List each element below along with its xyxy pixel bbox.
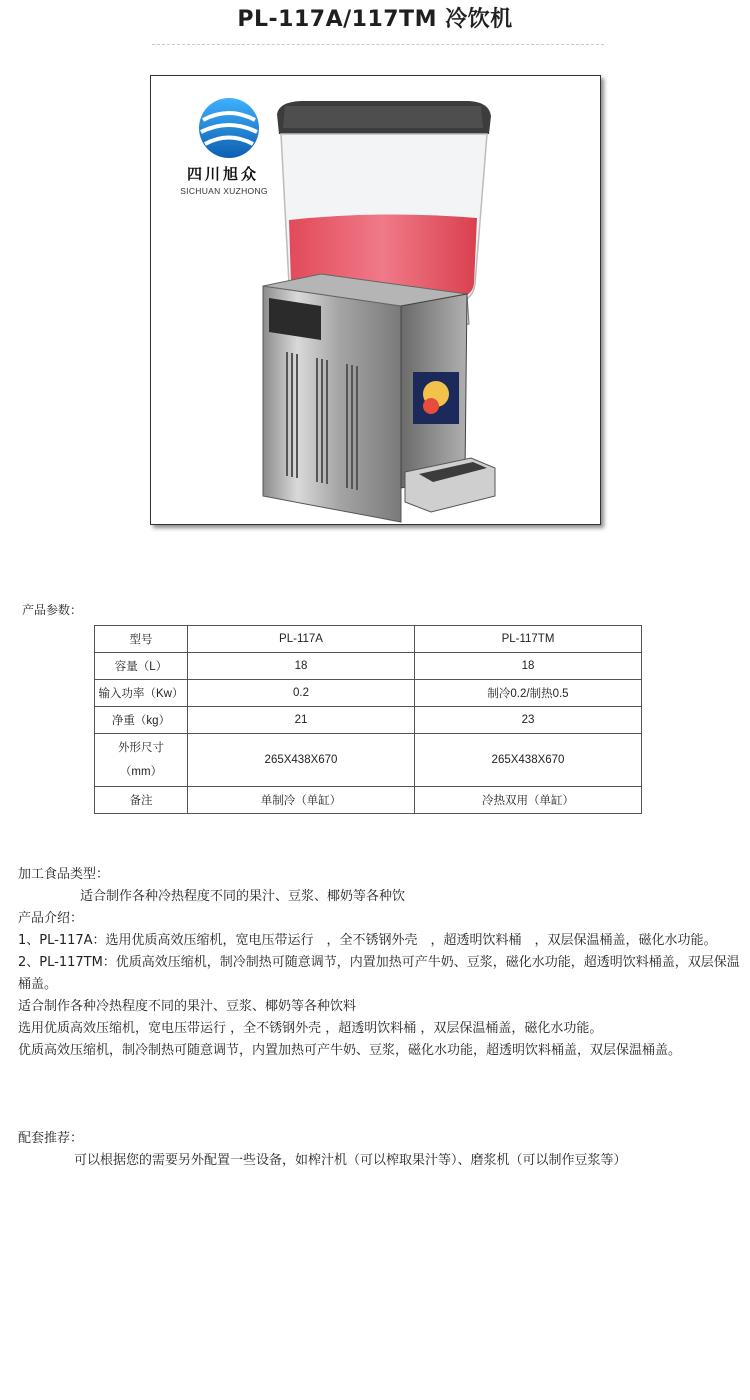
spec-cell: 18 <box>188 653 415 680</box>
spec-table <box>94 625 642 814</box>
intro-item-1: 1、PL-117A：选用优质高效压缩机，宽电压带运行 ，全不锈钢外壳 ，超透明饮料桶 ，双层保温桶盖，磁化水功能。 <box>18 933 717 948</box>
spec-cell: 0.2 <box>188 680 415 707</box>
params-label: 产品参数： <box>22 603 83 617</box>
product-photo <box>150 75 601 525</box>
spec-cell: 265X438X670 <box>415 734 642 787</box>
logo-chinese-name: 四川旭众 <box>186 165 259 183</box>
food-types-heading: 加工食品类型： <box>18 867 110 882</box>
company-logo-icon <box>199 98 259 158</box>
intro-line-5: 优质高效压缩机，制冷制热可随意调节，内置加热可产牛奶、豆浆，磁化水功能，超透明饮料桶盖，双层保温桶盖。 <box>18 1043 682 1058</box>
spec-cell: 18 <box>415 653 642 680</box>
recommend-section <box>18 1128 740 1172</box>
spec-label-notes: 备注 <box>95 787 188 814</box>
table-row <box>95 626 642 653</box>
spec-cell: 单制冷（单缸） <box>188 787 415 814</box>
spec-cell: 冷热双用（单缸） <box>415 787 642 814</box>
table-row <box>95 707 642 734</box>
recommend-text: 可以根据您的需要另外配置一些设备，如榨汁机（可以榨取果汁等）、磨浆机（可以制作豆浆等） <box>74 1153 627 1168</box>
spec-label-power: 输入功率（Kw） <box>95 680 188 707</box>
spec-cell: PL-117TM <box>415 626 642 653</box>
spec-cell: 21 <box>188 707 415 734</box>
logo-english-name: SICHUAN XUZHONG <box>180 186 268 196</box>
table-row <box>95 653 642 680</box>
page-title: PL-117A/117TM 冷饮机 <box>237 7 513 32</box>
intro-item-2: 2、PL-117TM：优质高效压缩机，制冷制热可随意调节，内置加热可产牛奶、豆浆，磁化水功能，超透明饮料桶盖，双层保温桶盖。 <box>18 955 740 992</box>
table-row <box>95 734 642 787</box>
table-row <box>95 787 642 814</box>
intro-heading: 产品介绍： <box>18 911 84 926</box>
spec-label-dimensions: 外形尺寸 （mm） <box>95 734 188 787</box>
spec-cell: 265X438X670 <box>188 734 415 787</box>
intro-line-3: 适合制作各种冷热程度不同的果汁、豆浆、椰奶等各种饮料 <box>18 999 357 1014</box>
title-divider <box>152 44 604 45</box>
food-types-text: 适合制作各种冷热程度不同的果汁、豆浆、椰奶等各种饮 <box>80 889 406 904</box>
drink-dispenser-illustration <box>151 76 600 524</box>
recommend-heading: 配套推荐： <box>18 1131 84 1146</box>
spec-label-weight: 净重（kg） <box>95 707 188 734</box>
spec-cell: 23 <box>415 707 642 734</box>
spec-label-model: 型号 <box>95 626 188 653</box>
spec-cell: 制冷0.2/制热0.5 <box>415 680 642 707</box>
spec-cell: PL-117A <box>188 626 415 653</box>
table-row <box>95 680 642 707</box>
spec-label-capacity: 容量（L） <box>95 653 188 680</box>
intro-line-4: 选用优质高效压缩机，宽电压带运行 ，全不锈钢外壳 ，超透明饮料桶 ，双层保温桶盖，磁化水功能。 <box>18 1021 603 1036</box>
food-types-section <box>18 864 740 1062</box>
